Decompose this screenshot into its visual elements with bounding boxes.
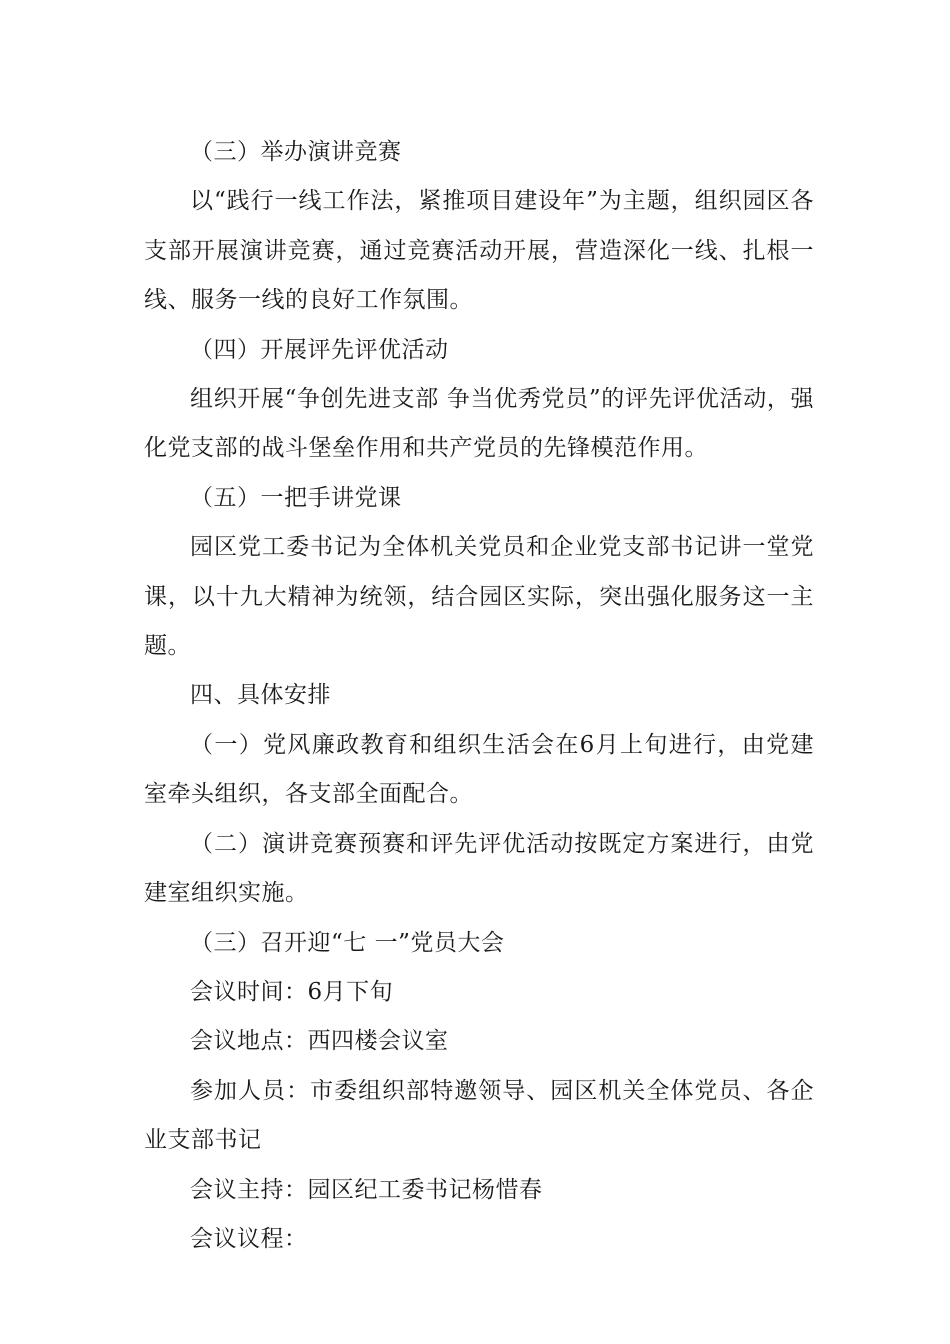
meeting-time: 会议时间：6月下旬: [190, 978, 394, 1005]
paragraph-speech-contest: 以“践行一线工作法，紧推项目建设年”为主题，组织园区各支部开展演讲竞赛，通过竞赛活动开展，营造深化一线、扎根一线、服务一线的良好工作氛围。: [144, 188, 814, 314]
section-heading-party-meeting: （三）召开迎“七 一”党员大会: [190, 929, 505, 956]
meeting-host: 会议主持：园区纪工委书记杨惜春: [190, 1176, 543, 1203]
meeting-agenda: 会议议程：: [190, 1225, 308, 1252]
meeting-location: 会议地点：西四楼会议室: [190, 1028, 449, 1055]
paragraph-arrangement-1: （一）党风廉政教育和组织生活会在6月上旬进行，由党建室牵头组织，各支部全面配合。: [144, 731, 814, 808]
paragraph-evaluation: 组织开展“争创先进支部 争当优秀党员”的评先评优活动，强化党支部的战斗堡垒作用和共产党员的先锋模范作用。: [144, 386, 814, 462]
paragraph-party-lecture: 园区党工委书记为全体机关党员和企业党支部书记讲一堂党课，以十九大精神为统领，结合园区实际，突出强化服务这一主题。: [144, 534, 814, 660]
section-heading-evaluation: （四）开展评先评优活动: [190, 336, 449, 363]
section-heading-speech-contest: （三）举办演讲竞赛: [190, 139, 402, 165]
section-heading-party-lecture: （五）一把手讲党课: [190, 484, 402, 511]
paragraph-arrangement-2: （二）演讲竞赛预赛和评先评优活动按既定方案进行，由党建室组织实施。: [144, 830, 814, 907]
document-body: [144, 128, 814, 1264]
section-heading-arrangements: 四、具体安排: [190, 682, 331, 709]
meeting-participants: 参加人员：市委组织部特邀领导、园区机关全体党员、各企业支部书记: [144, 1077, 814, 1154]
